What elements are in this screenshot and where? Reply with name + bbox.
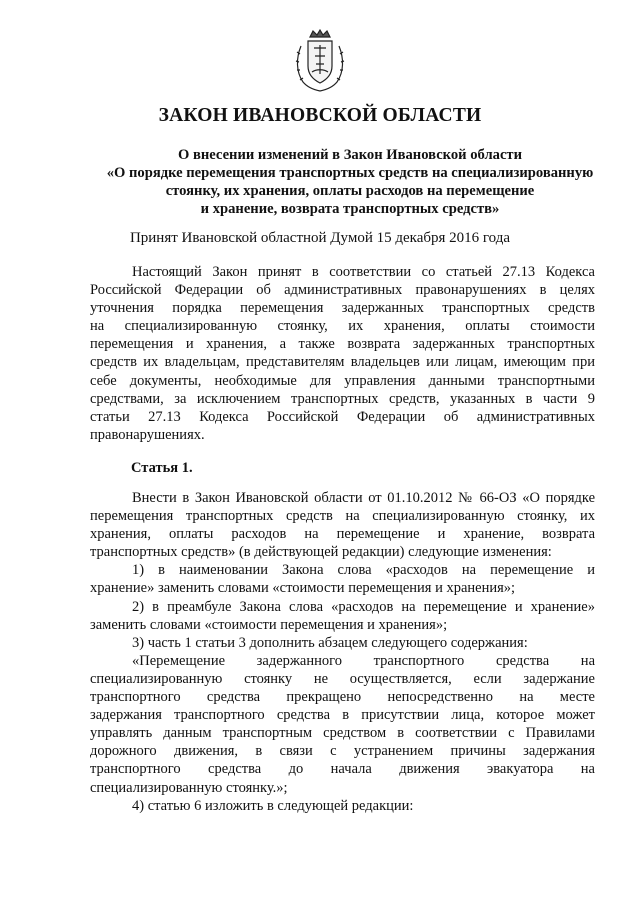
subtitle-line: и хранение, возврата транспортных средств» [200,201,500,217]
text-line: Настоящий Закон принят в соответствии со статьей 27.13 Кодекса [132,264,595,280]
text-line: хранения, оплаты расходов на перемещение и хранение, возврата [90,526,595,543]
subtitle-line: стоянку, их хранения, оплаты расходов на перемещение [165,183,535,199]
text-line: дорожного движения, в связи с устранением причины задержания [90,743,595,760]
text-line: Внести в Закон Ивановской области от 01.10.2012 № 66-ОЗ «О порядке [132,490,595,506]
text-line: на специализированную стоянку, их хранения, оплаты стоимости [90,318,595,335]
law-title: ЗАКОН ИВАНОВСКОЙ ОБЛАСТИ [158,105,482,126]
subtitle-line: О внесении изменений в Закон Ивановской области [177,147,523,163]
text-line: 1) в наименовании Закона слова «расходов на перемещение и [132,562,595,579]
adoption-note: Принят Ивановской областной Думой 15 декабря 2016 года [129,230,511,246]
text-line: средствами, за исключением транспортных средств, указанных в части 9 [90,390,595,407]
text-line: специализированную стоянку не осуществляется, если задержание [90,670,595,687]
law-subtitle [60,146,640,218]
text-line: правонарушениях. [90,426,205,443]
text-line: заменить словами «стоимости перемещения и хранения»; [90,616,448,633]
text-line: статьи 27.13 Кодекса Российской Федерации об административных [90,408,595,425]
text-line: транспортных средств» (в действующей редакции) следующие изменения: [90,544,552,561]
text-line: хранение» заменить словами «стоимости перемещения и хранения»; [90,580,516,597]
text-line: транспортного средства до начала движения эвакуатора на [90,761,595,778]
text-line: управлять данным транспортным средством в соответствии с Правилами [90,725,595,742]
text-line: перемещения транспортных средств на специализированную стоянку, их [90,508,595,525]
text-line: Российской Федерации об административных правонарушениях в целях [90,282,595,299]
text-line: 2) в преамбуле Закона слова «расходов на перемещение и хранение» [132,598,595,615]
text-line: 3) часть 1 статьи 3 дополнить абзацем следующего содержания: [132,634,528,651]
text-line: себе документы, необходимые для управления данными транспортными [90,372,595,389]
text-line: «Перемещение задержанного транспортного средства на [132,652,595,669]
text-line: транспортного средства прекращено непосредственно на месте [90,689,595,706]
text-line: уточнения порядка перемещения задержанных транспортных средств [90,300,595,317]
text-line: задержания транспортного средства в присутствии лица, которое может [90,707,595,724]
text-line: специализированную стоянку.»; [90,779,288,796]
coat-of-arms-emblem [293,28,347,94]
article-heading: Статья 1. [131,460,193,476]
text-line: перемещения и хранения, а также возврата задержанных транспортных [90,336,595,353]
subtitle-line: «О порядке перемещения транспортных средств на специализированную [106,165,594,181]
text-line: 4) статью 6 изложить в следующей редакции: [132,797,414,814]
article-1-body [90,489,595,815]
text-line: средств их владельцам, представителям владельцев или лицам, имеющим при [90,354,595,371]
preamble-paragraph [90,263,595,444]
